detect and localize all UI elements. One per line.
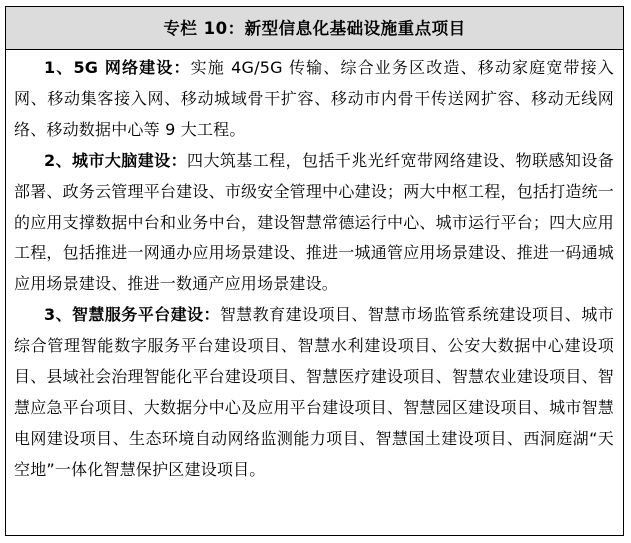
project-box (5, 6, 624, 536)
section-heading: 1、5G 网络建设： (44, 58, 191, 77)
section-body: 四大筑基工程，包括千兆光纤宽带网络建设、物联感知设备部署、政务云管理平台建设、市级安全管理中心建设；两大中枢工程，包括打造统一的应用支撑数据中台和业务中台，建设智慧常德运行中心、城市运行平台；四大应用工程，包括推进一网通办应用场景建设、推进一城通管应用场景建设、推进一码通城应用场景建设、推进一数通产应用场景建设。 (14, 150, 614, 294)
box-content (14, 53, 614, 486)
section-5g-network (14, 53, 614, 146)
box-title-bar (6, 7, 623, 50)
section-city-brain (14, 146, 614, 301)
section-heading: 2、城市大脑建设： (44, 150, 188, 170)
section-smart-service-platform (14, 300, 614, 485)
box-title: 专栏 10：新型信息化基础设施重点项目 (163, 19, 466, 38)
section-heading: 3、智慧服务平台建设： (44, 305, 220, 325)
section-body: 智慧教育建设项目、智慧市场监管系统建设项目、城市综合管理智能数字服务平台建设项目、智慧水利建设项目、公安大数据中心建设项目、县域社会治理智能化平台建设项目、智慧医疗建设项目、智慧农业建设项目、智慧应急平台项目、大数据分中心及应用平台建设项目、智慧园区建设项目、城市智慧电网建设项目、生态环境自动网络监测能力项目、智慧国土建设项目、西洞庭湖“天空地”一体化智慧保护区建设项目。 (14, 305, 614, 479)
section-body: 实施 4G/5G 传输、综合业务区改造、移动家庭宽带接入网、移动集客接入网、移动城域骨干扩容、移动市内骨干传送网扩容、移动无线网络、移动数据中心等 9 大工程。 (14, 58, 614, 139)
